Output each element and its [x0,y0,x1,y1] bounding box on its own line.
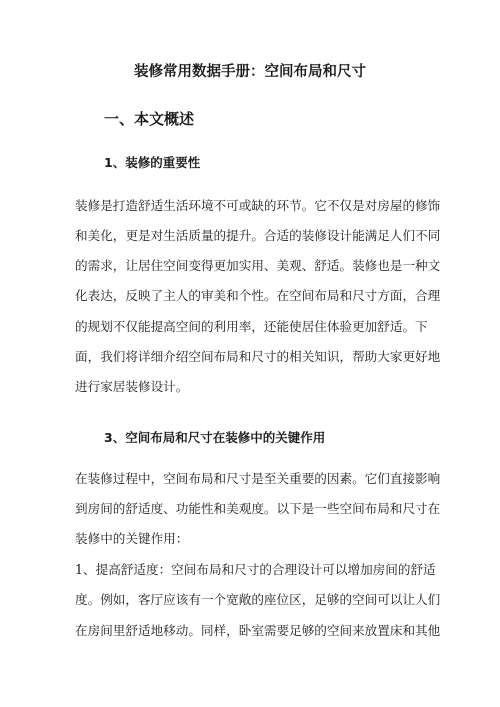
paragraph-line: 进行家居装修设计。 [75,379,189,394]
paragraph-line: 到房间的舒适度、功能性和美观度。以下是一些空间布局和尺寸在 [75,501,441,516]
paragraph-line: 在房间里舒适地移动。同样，卧室需要足够的空间来放置床和其他 [75,623,441,638]
paragraph-line: 1、提高舒适度：空间布局和尺寸的合理设计可以增加房间的舒适 [75,562,436,577]
paragraph-line: 面，我们将详细介绍空间布局和尺寸的相关知识，帮助大家更好地 [75,349,441,364]
paragraph-line: 的需求，让居住空间变得更加实用、美观、舒适。装修也是一种文 [75,258,441,273]
paragraph-line: 和美化，更是对生活质量的提升。合适的装修设计能满足人们不同 [75,228,441,243]
document-title: 装修常用数据手册：空间布局和尺寸 [134,64,366,80]
paragraph-line: 化表达，反映了主人的审美和个性。在空间布局和尺寸方面，合理 [75,288,441,303]
paragraph-line: 装修是打造舒适生活环境不可或缺的环节。它不仅是对房屋的修饰 [75,198,441,213]
paragraph-line: 装修中的关键作用： [75,531,189,546]
section-heading-overview: 一、本文概述 [104,110,195,128]
paragraph-line: 的规划不仅能提高空间的利用率，还能使居住体验更加舒适。下 [75,319,428,334]
paragraph-line: 在装修过程中，空间布局和尺寸是至关重要的因素。它们直接影响 [75,471,441,486]
subsection-heading-importance: 1、装修的重要性 [104,155,201,170]
subsection-heading-key-role: 3、空间布局和尺寸在装修中的关键作用 [104,430,326,445]
paragraph-line: 度。例如，客厅应该有一个宽敞的座位区，足够的空间可以让人们 [75,592,441,607]
